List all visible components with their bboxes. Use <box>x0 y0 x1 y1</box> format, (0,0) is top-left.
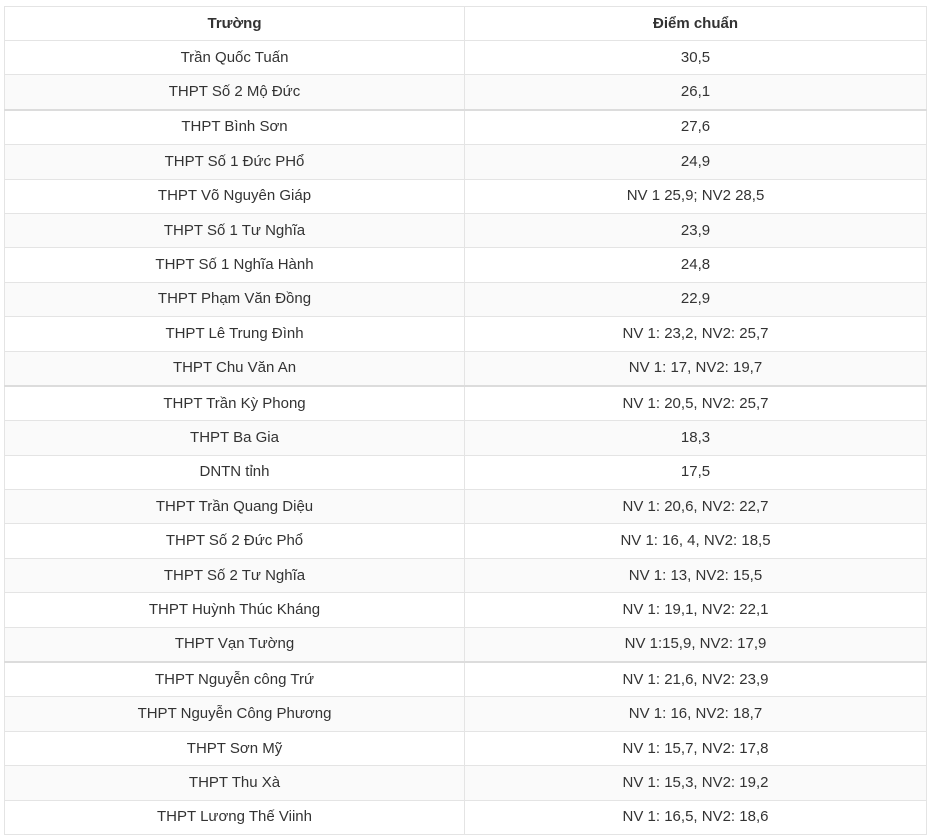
score-cell: 27,6 <box>465 110 927 145</box>
admission-score-table <box>4 6 927 835</box>
school-name-cell: THPT Bình Sơn <box>5 110 465 145</box>
score-cell: NV 1: 16, NV2: 18,7 <box>465 697 927 731</box>
score-cell: 17,5 <box>465 455 927 489</box>
school-name-cell: THPT Võ Nguyên Giáp <box>5 179 465 213</box>
table-row <box>5 697 927 731</box>
table-row <box>5 455 927 489</box>
score-cell: 23,9 <box>465 213 927 247</box>
header-school: Trường <box>5 7 465 41</box>
table-row <box>5 351 927 386</box>
school-name-cell: THPT Số 2 Đức Phổ <box>5 524 465 558</box>
school-name-cell: THPT Vạn Tường <box>5 627 465 662</box>
table-row <box>5 145 927 179</box>
school-name-cell: THPT Số 1 Nghĩa Hành <box>5 248 465 282</box>
table-body <box>5 41 927 835</box>
header-score: Điểm chuẩn <box>465 7 927 41</box>
score-cell: 26,1 <box>465 75 927 110</box>
table-row <box>5 75 927 110</box>
school-name-cell: THPT Số 2 Mộ Đức <box>5 75 465 110</box>
school-name-cell: THPT Ba Gia <box>5 421 465 455</box>
table-row <box>5 248 927 282</box>
school-name-cell: THPT Sơn Mỹ <box>5 731 465 765</box>
table-row <box>5 490 927 524</box>
school-name-cell: THPT Chu Văn An <box>5 351 465 386</box>
table-row <box>5 41 927 75</box>
school-name-cell: THPT Số 2 Tư Nghĩa <box>5 558 465 592</box>
score-cell: 22,9 <box>465 282 927 316</box>
school-name-cell: THPT Huỳnh Thúc Kháng <box>5 593 465 627</box>
table-row <box>5 800 927 834</box>
score-cell: NV 1: 20,6, NV2: 22,7 <box>465 490 927 524</box>
table-row <box>5 213 927 247</box>
score-cell: 30,5 <box>465 41 927 75</box>
table-row <box>5 627 927 662</box>
score-cell: 18,3 <box>465 421 927 455</box>
table-row <box>5 593 927 627</box>
school-name-cell: DNTN tỉnh <box>5 455 465 489</box>
score-cell: NV 1: 13, NV2: 15,5 <box>465 558 927 592</box>
table-row <box>5 731 927 765</box>
score-cell: NV 1: 16,5, NV2: 18,6 <box>465 800 927 834</box>
table-header-row <box>5 7 927 41</box>
table-row <box>5 766 927 800</box>
table-row <box>5 179 927 213</box>
table-row <box>5 282 927 316</box>
score-cell: NV 1:15,9, NV2: 17,9 <box>465 627 927 662</box>
school-name-cell: THPT Lê Trung Đình <box>5 317 465 351</box>
school-name-cell: THPT Thu Xà <box>5 766 465 800</box>
table-row <box>5 558 927 592</box>
school-name-cell: THPT Trần Quang Diệu <box>5 490 465 524</box>
score-cell: NV 1: 17, NV2: 19,7 <box>465 351 927 386</box>
score-cell: NV 1: 15,7, NV2: 17,8 <box>465 731 927 765</box>
school-name-cell: THPT Phạm Văn Đồng <box>5 282 465 316</box>
table-row <box>5 386 927 421</box>
school-name-cell: Trần Quốc Tuấn <box>5 41 465 75</box>
table-row <box>5 524 927 558</box>
school-name-cell: THPT Lương Thế Viinh <box>5 800 465 834</box>
score-cell: NV 1 25,9; NV2 28,5 <box>465 179 927 213</box>
school-name-cell: THPT Trần Kỳ Phong <box>5 386 465 421</box>
score-cell: NV 1: 23,2, NV2: 25,7 <box>465 317 927 351</box>
score-cell: NV 1: 21,6, NV2: 23,9 <box>465 662 927 697</box>
score-cell: NV 1: 16, 4, NV2: 18,5 <box>465 524 927 558</box>
table-row <box>5 317 927 351</box>
school-name-cell: THPT Số 1 Tư Nghĩa <box>5 213 465 247</box>
score-cell: 24,9 <box>465 145 927 179</box>
score-cell: NV 1: 19,1, NV2: 22,1 <box>465 593 927 627</box>
score-cell: NV 1: 20,5, NV2: 25,7 <box>465 386 927 421</box>
school-name-cell: THPT Nguyễn Công Phương <box>5 697 465 731</box>
school-name-cell: THPT Số 1 Đức PHổ <box>5 145 465 179</box>
score-cell: 24,8 <box>465 248 927 282</box>
score-table-container <box>4 6 926 835</box>
school-name-cell: THPT Nguyễn công Trứ <box>5 662 465 697</box>
table-row <box>5 662 927 697</box>
score-cell: NV 1: 15,3, NV2: 19,2 <box>465 766 927 800</box>
table-row <box>5 110 927 145</box>
table-row <box>5 421 927 455</box>
